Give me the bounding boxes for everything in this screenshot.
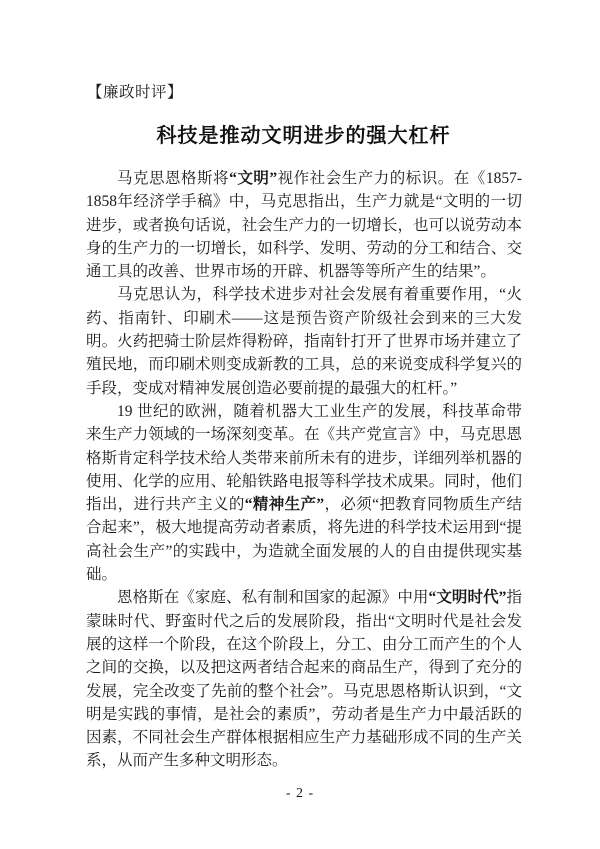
- body-text: 视作社会生产力的标识。在《1857-1858年经济学手稿》中，马克思指出，生产力就是“文明的一切进步，或者换句话说，社会生产力的一切增长，也可以说劳动本身的生产力的一切增长，如科学、发明、劳动的分工和结合、交通工具的改善、世界市场的开辟、机器等等所产生的结果”。: [86, 170, 522, 281]
- emphasized-text: “精神生产”: [244, 496, 325, 514]
- paragraph: [86, 400, 522, 586]
- body-text: ，必须“把教育同物质生产结合起来”，极大地提高劳动者素质，将先进的科学技术运用到“提高社会生产”的实践中，为造就全面发展的人的自由提供现实基础。: [86, 496, 522, 584]
- article-body: [86, 167, 522, 773]
- paragraph: [86, 283, 522, 399]
- body-text: 19 世纪的欧洲，随着机器大工业生产的发展，科技革命带来生产力领域的一场深刻变革。在《共产党宣言》中，马克思恩格斯肯定科学技术给人类带来前所未有的进步，详细列举机器的使用、化学的应用、轮船铁路电报等科学技术成果。同时，他们指出，进行共产主义的: [86, 402, 522, 514]
- page-number: - 2 -: [285, 786, 315, 801]
- column-header: 【廉政时评】: [87, 84, 184, 101]
- body-text: 指蒙昧时代、野蛮时代之后的发展阶段，指出“文明时代是社会发展的这样一个阶段，在这个阶段上，分工、由分工而产生的个人之间的交换，以及把这两者结合起来的商品生产，得到了充分的发展，完全改变了先前的整个社会”。马克思恩格斯认识到，“文明是实践的事情，是社会的素质”，劳动者是生产力中最活跃的因素，不同社会生产群体根据相应生产力基础形成不同的生产关系，从而产生多种文明形态。: [86, 589, 522, 770]
- body-text: 恩格斯在《家庭、私有制和国家的起源》中用: [117, 589, 429, 607]
- page-title: 科技是推动文明进步的强大杠杆: [156, 125, 451, 147]
- paragraph: [86, 167, 522, 283]
- emphasized-text: “文明时代”: [428, 589, 507, 607]
- paragraph: [86, 586, 522, 772]
- body-text: 马克思认为，科学技术进步对社会发展有着重要作用，“火药、指南针、印刷术——这是预告资产阶级社会到来的三大发明。火药把骑士阶层炸得粉碎，指南针打开了世界市场并建立了殖民地，而印刷术则变成新教的工具，总的来说变成科学复兴的手段，变成对精神发展创造必要前提的最强大的杠杆。”: [86, 286, 522, 397]
- body-text: 马克思恩格斯将: [117, 170, 230, 187]
- emphasized-text: “文明”: [229, 170, 278, 187]
